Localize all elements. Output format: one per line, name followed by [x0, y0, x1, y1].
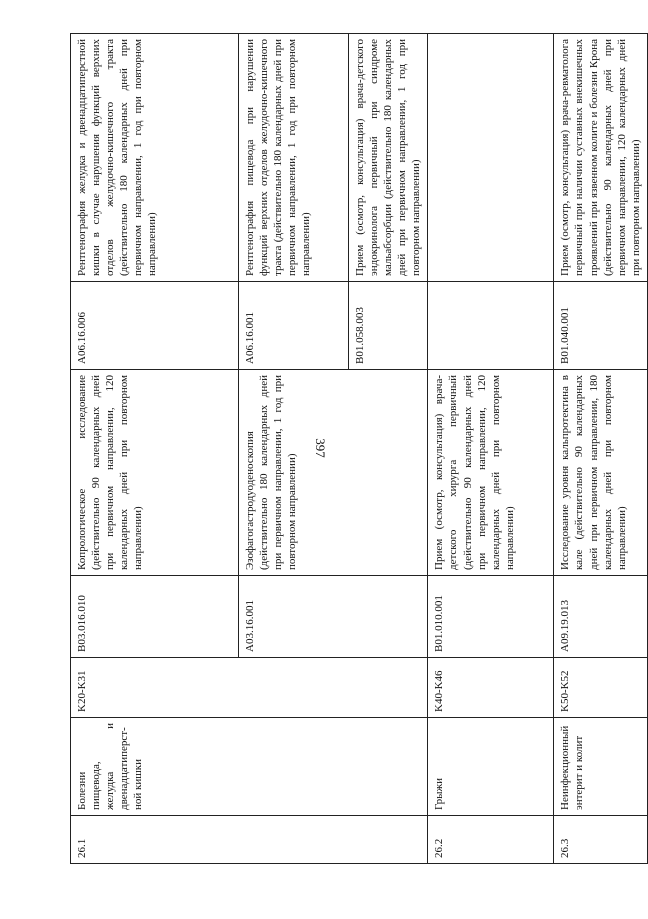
service-code-2: A06.16.006: [71, 282, 239, 370]
service-code-2: [428, 282, 554, 370]
icd-code: K20-K31: [71, 658, 428, 718]
service-description: Эзофагогастродуоденоскопия (действительно 180 календарных дней при первичном направлении, 1 год при повторном направлении): [239, 370, 428, 576]
services-table: [70, 33, 648, 864]
service-code: A09.19.013: [554, 576, 647, 658]
service-code-2: B01.040.001: [554, 282, 647, 370]
icd-code: K50-K52: [554, 658, 647, 718]
page-number: 397: [312, 438, 328, 458]
service-code-2: A06.16.001: [239, 282, 349, 370]
disease-name: Грыжи: [428, 718, 554, 816]
service-description-2: Прием (осмотр, консультация) врача-ревматолога первичный при наличии суставных внекишечных проявлений при язвенном колите и болезни Крона (действительно 90 календарных дней при первичном направлении, 120 календарных дней при повторном направлении): [554, 34, 647, 282]
table-row: [428, 34, 554, 864]
rotated-table-sheet: [70, 34, 642, 864]
table-row: [554, 34, 647, 864]
disease-name: Болезни пищевода, желудка и двенадцатиперст-ной кишки: [71, 718, 428, 816]
table-row: [71, 34, 239, 864]
service-description: Копрологическое исследование (действительно 90 календарных дней при первичном направлении, 120 календарных дней при повторном направлении): [71, 370, 239, 576]
row-number: 26.2: [428, 816, 554, 864]
icd-code: K40-K46: [428, 658, 554, 718]
disease-name: Неинфекционный энтерит и колит: [554, 718, 647, 816]
service-description-2: Рентгенография желудка и двенадцатиперстной кишки в случае нарушения функций верхних отделов желудочно-кишечного тракта (действительно 180 календарных дней при первичном направлении, 1 год при повторном направлении): [71, 34, 239, 282]
service-code: A03.16.001: [239, 576, 428, 658]
service-code: B03.016.010: [71, 576, 239, 658]
service-description: Исследование уровня кальпротектина в кале (действительно 90 календарных дней при первичном направлении, 180 календарных дней при повторном направлении): [554, 370, 647, 576]
row-number: 26.1: [71, 816, 428, 864]
service-code-2: B01.058.003: [349, 282, 428, 370]
service-code: B01.010.001: [428, 576, 554, 658]
service-description-2: Прием (осмотр, консультация) врача-детского эндокринолога первичный при синдроме мальабсорбции (действительно 180 календарных дней при первичном направлении, 1 год при повторном направлении): [349, 34, 428, 282]
row-number: 26.3: [554, 816, 647, 864]
service-description-2: [428, 34, 554, 282]
service-description-2: Рентгенография пищевода при нарушении функций верхних отделов желудочно-кишечного тракта (действительно 180 календарных дней при первичном направлении, 1 год при повторном направлении): [239, 34, 349, 282]
service-description: Прием (осмотр, консультация) врача-детского хирурга первичный (действительно 90 календарных дней при первичном направлении, 120 календарных дней при повторном направлении): [428, 370, 554, 576]
